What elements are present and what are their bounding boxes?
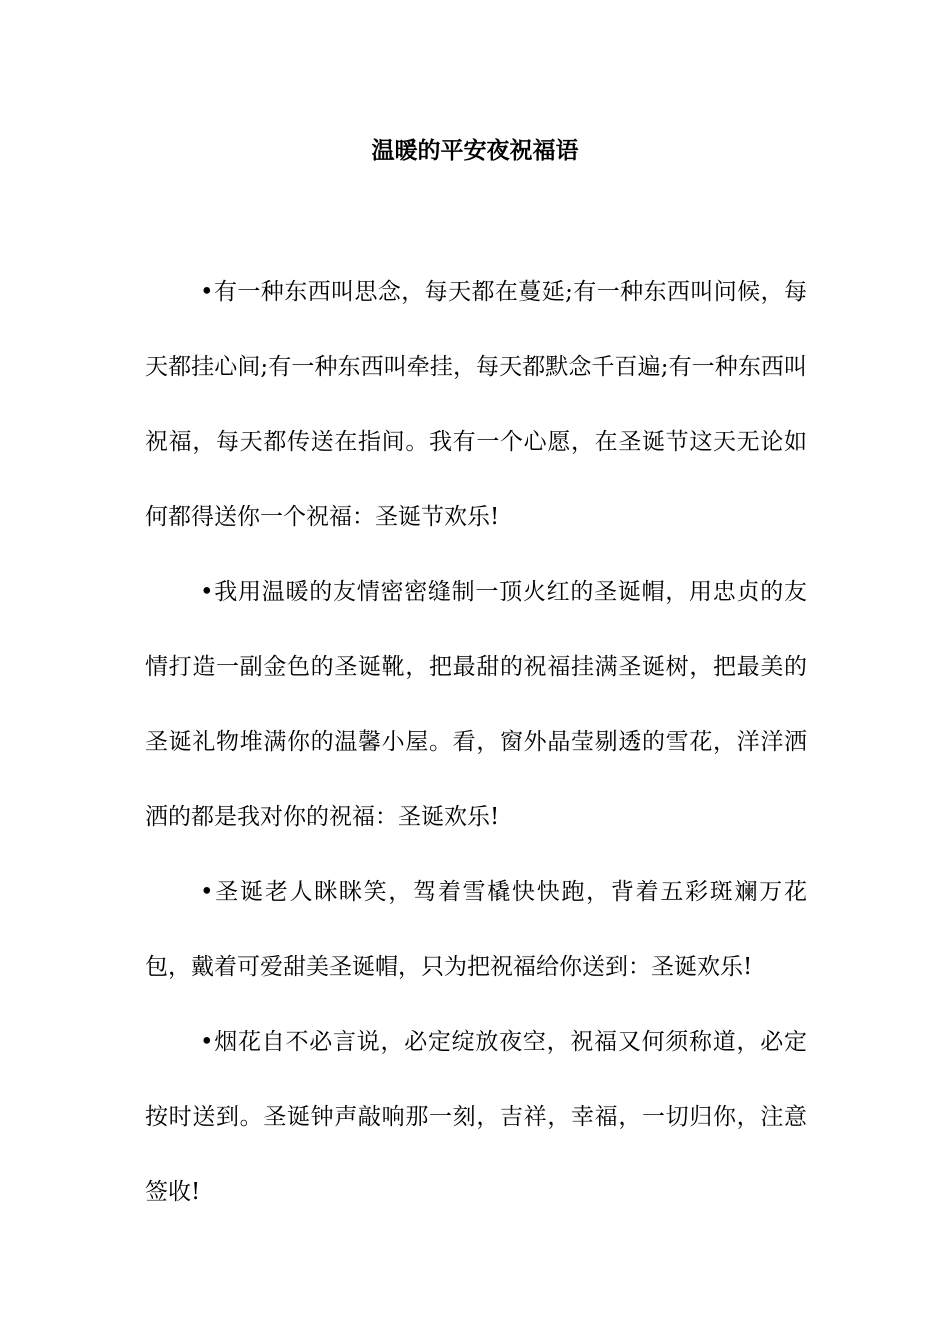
paragraph-4: •烟花自不必言说，必定绽放夜空，祝福又何须称道，必定按时送到。圣诞钟声敲响那一刻，吉祥，幸福，一切归你，注意签收! [145,1029,807,1205]
paragraph-2: •我用温暖的友情密密缝制一顶火红的圣诞帽，用忠贞的友情打造一副金色的圣诞靴，把最甜的祝福挂满圣诞树，把最美的圣诞礼物堆满你的温馨小屋。看，窗外晶莹剔透的雪花，洋洋洒洒的都是我对你的祝福：圣诞欢乐! [145,579,807,830]
document-body [145,255,807,1230]
paragraph-3: •圣诞老人眯眯笑，驾着雪橇快快跑，背着五彩斑斓万花包，戴着可爱甜美圣诞帽，只为把祝福给你送到：圣诞欢乐! [145,879,807,980]
document-title: 温暖的平安夜祝福语 [371,137,579,164]
paragraph-1: •有一种东西叫思念，每天都在蔓延;有一种东西叫问候，每天都挂心间;有一种东西叫牵挂，每天都默念千百遍;有一种东西叫祝福，每天都传送在指间。我有一个心愿，在圣诞节这天无论如何都得送你一个祝福：圣诞节欢乐! [145,279,807,530]
